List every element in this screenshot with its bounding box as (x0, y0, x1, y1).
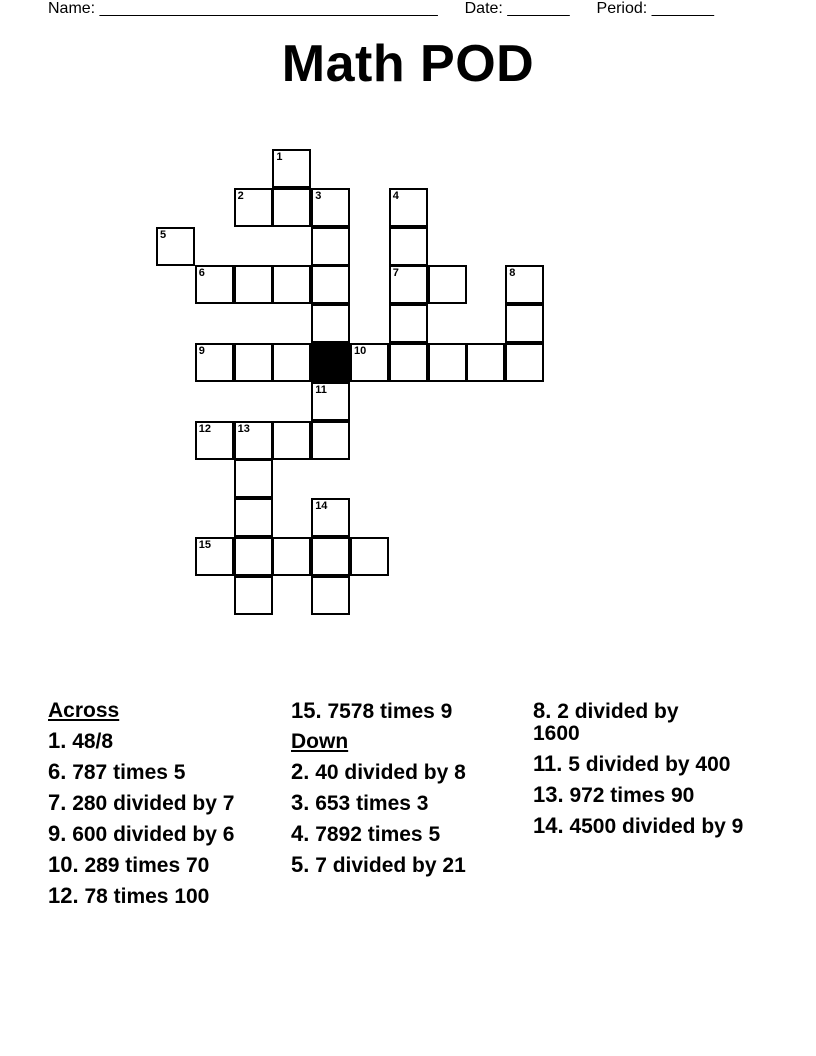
grid-cell[interactable] (234, 537, 273, 576)
clue-across-10: 10. 289 times 70 (48, 852, 210, 877)
clue-down-13: 13. 972 times 90 (533, 782, 695, 807)
cell-number: 11 (315, 383, 327, 396)
clue-across-1: 1. 48/8 (48, 728, 114, 753)
grid-cell[interactable] (272, 265, 311, 304)
down-heading: Down (291, 730, 349, 753)
grid-cell[interactable] (234, 343, 273, 382)
cell-number: 15 (198, 539, 212, 551)
grid-cell[interactable] (195, 537, 234, 576)
clue-across-12: 12. 78 times 100 (48, 883, 210, 908)
clue-across-6: 6. 787 times 5 (48, 759, 186, 784)
clue-down-14: 14. 4500 divided by 9 (533, 813, 744, 838)
period-field[interactable]: _______ (651, 0, 714, 17)
cell-number: 6 (198, 267, 205, 280)
grid-cell[interactable] (195, 265, 234, 304)
date-field[interactable]: _______ (507, 0, 570, 17)
clue-down-3: 3. 653 times 3 (291, 790, 429, 815)
grid-cell[interactable] (311, 304, 350, 343)
clue-across-15: 15. 7578 times 9 (291, 698, 453, 723)
grid-cell[interactable] (428, 343, 467, 382)
grid-cell[interactable] (389, 343, 428, 382)
clue-column-1 (48, 700, 278, 916)
cell-number: 4 (392, 189, 399, 202)
clue-across-7: 7. 280 divided by 7 (48, 790, 235, 815)
cell-number: 3 (315, 189, 322, 202)
grid-cell[interactable] (389, 265, 428, 304)
clue-column-3 (533, 700, 758, 846)
grid-cell[interactable] (272, 188, 311, 227)
grid-cell[interactable] (234, 188, 273, 227)
grid-cell[interactable] (234, 421, 273, 460)
grid-cell[interactable] (389, 188, 428, 227)
grid-cell[interactable] (195, 421, 234, 460)
cell-number: 7 (392, 267, 399, 280)
grid-cell[interactable] (156, 227, 195, 266)
clue-down-11: 11. 5 divided by 400 (533, 751, 731, 776)
grid-cell[interactable] (234, 265, 273, 304)
cell-number: 2 (237, 189, 244, 202)
clue-down-8: 8. 2 divided by 1600 (533, 698, 679, 745)
clue-down-2: 2. 40 divided by 8 (291, 759, 466, 784)
grid-cell[interactable] (428, 265, 467, 304)
grid-cell[interactable] (350, 343, 389, 382)
period-label: Period: (596, 0, 648, 17)
clue-list (48, 700, 768, 1000)
cell-number: 1 (276, 151, 283, 163)
clue-column-2 (291, 700, 506, 885)
name-label: Name: (48, 0, 96, 17)
grid-cell[interactable] (195, 343, 234, 382)
grid-cell[interactable] (272, 537, 311, 576)
across-heading: Across (48, 699, 120, 722)
grid-cell[interactable] (234, 459, 273, 498)
grid-cell[interactable] (505, 343, 544, 382)
clue-down-4: 4. 7892 times 5 (291, 821, 441, 846)
cell-number: 10 (354, 345, 367, 357)
grid-cell[interactable] (389, 304, 428, 343)
grid-cell[interactable] (311, 421, 350, 460)
cell-number: 5 (160, 228, 167, 241)
page-title: Math POD (281, 35, 535, 93)
grid-cell[interactable] (272, 343, 311, 382)
cell-number: 8 (509, 267, 516, 280)
cell-number: 9 (198, 345, 205, 357)
name-field[interactable]: ______________________________________ (99, 0, 438, 17)
grid-cell[interactable] (311, 498, 350, 537)
grid-cell[interactable] (272, 421, 311, 460)
grid-cell[interactable] (505, 304, 544, 343)
grid-cell[interactable] (272, 149, 311, 188)
grid-cell[interactable] (311, 188, 350, 227)
grid-cell[interactable] (311, 227, 350, 266)
clue-across-9: 9. 600 divided by 6 (48, 821, 235, 846)
cell-number: 12 (198, 422, 212, 435)
date-label: Date: (464, 0, 503, 17)
grid-cell[interactable] (311, 576, 350, 615)
grid-cell[interactable] (311, 382, 350, 421)
cell-number: 13 (237, 422, 250, 435)
grid-cell[interactable] (466, 343, 505, 382)
grid-cell[interactable] (505, 265, 544, 304)
grid-cell[interactable] (311, 265, 350, 304)
clue-down-5: 5. 7 divided by 21 (291, 852, 466, 877)
grid-cell[interactable] (234, 498, 273, 537)
cell-number: 14 (315, 500, 328, 513)
grid-block (311, 343, 350, 382)
grid-cell[interactable] (389, 227, 428, 266)
grid-cell[interactable] (350, 537, 389, 576)
grid-cell[interactable] (234, 576, 273, 615)
grid-cell[interactable] (311, 537, 350, 576)
